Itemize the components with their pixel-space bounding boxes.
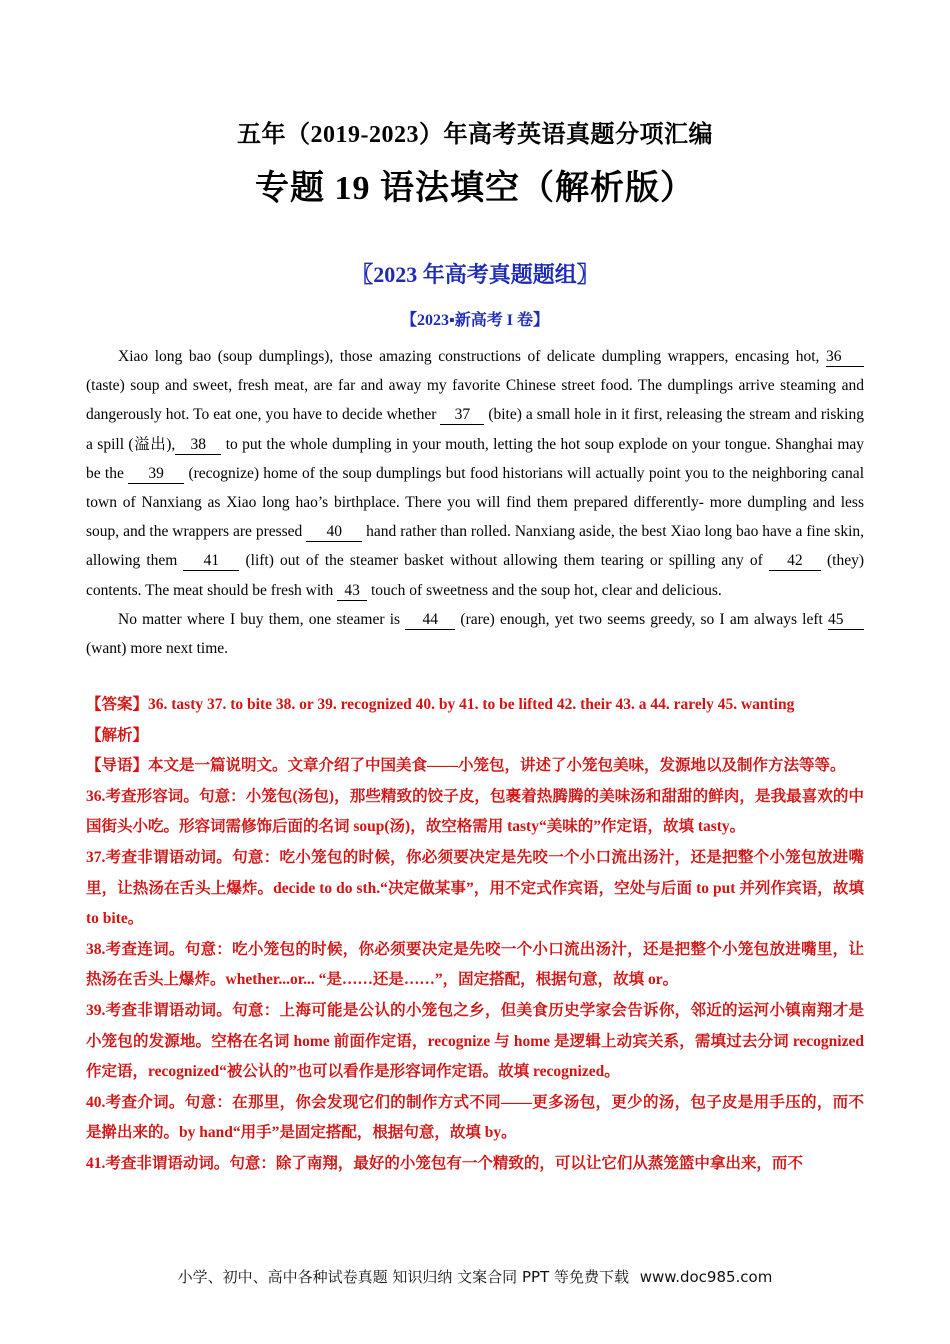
analysis-item-36: 36.考查形容词。句意：小笼包(汤包)，那些精致的饺子皮，包裹着热腾腾的美味汤和甜甜的鲜肉，是我最喜欢的中国街头小吃。形容词需修饰后面的名词 soup(汤)，故空格需用 tasty“美味的”作定语，故填 tasty。 xyxy=(86,787,864,836)
footer-site-link[interactable]: www.doc985.com xyxy=(639,1268,773,1286)
blank-44: 44 xyxy=(405,611,455,630)
footer-text: 小学、初中、高中各种试卷真题 知识归纳 文案合同 PPT 等免费下载 xyxy=(177,1268,629,1286)
passage-text: to put the whole dumpling in your mouth, letting the hot soup explode on your tongue. Shanghai may be the xyxy=(86,435,865,482)
question-group-title: 〖2023 年高考真题题组〗 xyxy=(351,262,599,287)
passage-paragraph-2 xyxy=(86,605,864,663)
page-title: 专题 19 语法填空（解析版） xyxy=(255,170,695,207)
answer-analysis-section xyxy=(86,690,864,1180)
analysis-item-41: 41.考查非谓语动词。句意：除了南翔，最好的小笼包有一个精致的，可以让它们从蒸笼篮中拿出来，而不 xyxy=(86,1154,803,1172)
blank-37: 37 xyxy=(440,406,484,425)
blank-38: 38 xyxy=(175,436,221,455)
blank-40: 40 xyxy=(306,523,362,542)
passage-text: touch of sweetness and the soup hot, clear and delicious. xyxy=(367,581,722,599)
passage-text: (they) contents. The meat should be fresh with xyxy=(86,552,864,599)
analysis-item-39: 39.考查非谓语动词。句意：上海可能是公认的小笼包之乡，但美食历史学家会告诉你，邻近的运河小镇南翔才是小笼包的发源地。空格在名词 home 前面作定语，recognize 与 home 是逻辑上动宾关系，需填过去分词 recognized 作定语，recognized“被公认的”也可以看作是形容词作定语。故填 recognized。 xyxy=(86,1001,864,1081)
passage-text: No matter where I buy them, one steamer is xyxy=(118,610,406,628)
series-title: 五年（2019-2023）年高考英语真题分项汇编 xyxy=(237,122,713,148)
analysis-item-40: 40.考查介词。句意：在那里，你会发现它们的制作方式不同——更多汤包，更少的汤，包子皮是用手压的，而不是擀出来的。by hand“用手”是固定搭配，根据句意，故填 by。 xyxy=(86,1093,864,1142)
page-footer xyxy=(0,1266,950,1287)
blank-39: 39 xyxy=(128,465,184,484)
blank-43: 43 xyxy=(337,582,367,601)
analysis-item-37: 37.考查非谓语动词。句意：吃小笼包的时候，你必须要决定是先咬一个小口流出汤汁，还是把整个小笼包放进嘴里，让热汤在舌头上爆炸。decide to do sth.“决定做某事”，用不定式作宾语，空处与后面 to put 并列作宾语，故填 to bite。 xyxy=(86,848,864,928)
passage-paragraph-1 xyxy=(86,342,864,605)
blank-45: 45 xyxy=(828,611,864,630)
reading-passage xyxy=(86,342,864,663)
passage-text: (taste) soup and sweet, fresh meat, are far and away my favorite Chinese street food. The dumplings arrive steaming and dangerously hot. To eat one, you have to decide whether xyxy=(86,377,864,424)
analysis-item-38: 38.考查连词。句意：吃小笼包的时候，你必须要决定是先咬一个小口流出汤汁，还是把整个小笼包放进嘴里，让热汤在舌头上爆炸。whether...or... “是……还是……”，固定搭配，根据句意，故填 or。 xyxy=(86,940,864,989)
passage-text: Xiao long bao (soup dumplings), those amazing constructions of delicate dumpling wrappers, encasing hot, xyxy=(118,348,826,365)
passage-text: (recognize) home of the soup dumplings but food historians will actually point you to the neighboring canal town of Nanxiang as Xiao long hao’s birthplace. There you will find them prepared differently- more dumpling and less soup, and the wrappers are pressed xyxy=(86,464,864,541)
analysis-intro: 【导语】本文是一篇说明文。文章介绍了中国美食——小笼包，讲述了小笼包美味，发源地以及制作方法等等。 xyxy=(86,757,846,775)
blank-36: 36 xyxy=(826,348,864,367)
passage-text: hand rather than rolled. Nanxiang aside, the best Xiao long bao have a fine skin, allowing them xyxy=(86,523,865,570)
blank-42: 42 xyxy=(769,552,821,571)
passage-text: (lift) out of the steamer basket without allowing them tearing or spilling any of xyxy=(239,552,769,570)
passage-text: (want) more next time. xyxy=(86,640,229,658)
passage-text: (bite) a small hole in it first, releasing the stream and risking a spill (溢出), xyxy=(86,406,864,453)
answer-key: 【答案】36. tasty 37. to bite 38. or 39. recognized 40. by 41. to be lifted 42. their 43. a 44. rarely 45. wanting xyxy=(86,696,795,713)
exam-paper-title: 【2023▪新高考 I 卷】 xyxy=(401,312,549,329)
passage-text: (rare) enough, yet two seems greedy, so I am always left xyxy=(455,610,829,628)
analysis-label: 【解析】 xyxy=(86,726,149,744)
blank-41: 41 xyxy=(183,552,239,571)
